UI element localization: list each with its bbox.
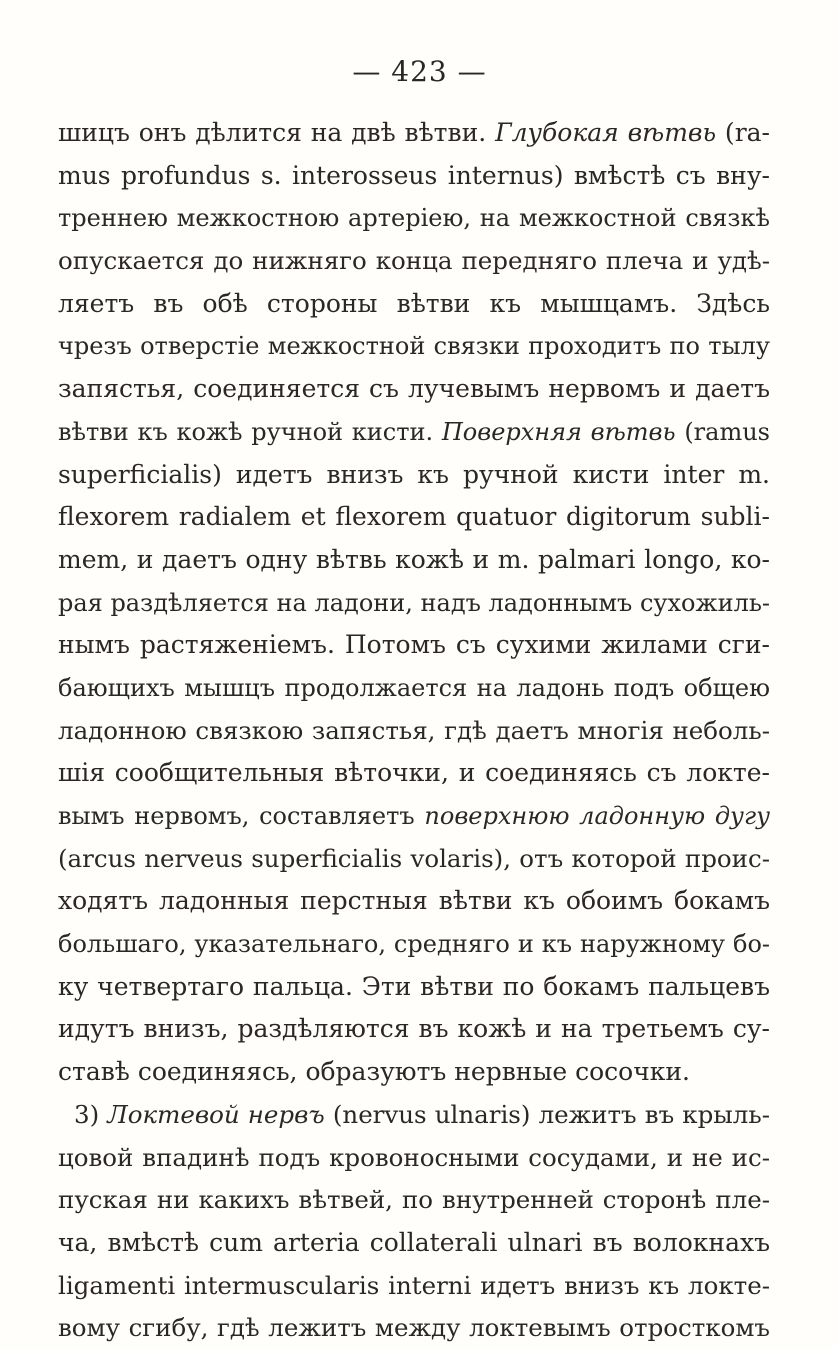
text-line — [58, 1051, 770, 1094]
line-text: mem, и даетъ одну вѣтвь кожѣ и m. palmari longo, ко- — [58, 544, 770, 574]
line-text: (arcus nerveus superficialis volaris), отъ которой проис- — [58, 843, 770, 873]
text-line — [58, 1094, 770, 1137]
line-text: ладонною связкою запястья, гдѣ даетъ многія неболь- — [58, 715, 770, 745]
text-line — [58, 325, 770, 368]
text-line — [58, 710, 770, 753]
text-line — [58, 1137, 770, 1180]
line-text: идутъ внизъ, раздѣляются въ кожѣ и на третьемъ су- — [58, 1014, 770, 1044]
text-line — [58, 411, 770, 454]
text-line — [58, 923, 770, 966]
line-text: вымъ нервомъ, составляетъ — [58, 802, 425, 830]
text-line — [58, 966, 770, 1009]
line-text: запястья, соединяется съ лучевымъ нервомъ и даетъ — [58, 374, 770, 404]
line-text: большаго, указательнаго, средняго и къ наружному бо- — [58, 930, 770, 959]
line-text: бающихъ мышцъ продолжается на ладонь подъ общею — [58, 673, 770, 702]
line-text: вому сгибу, гдѣ лежитъ между локтевымъ отросткомъ — [58, 1313, 770, 1343]
line-text: пуская ни какихъ вѣтвей, по внутренней сторонѣ пле- — [58, 1185, 770, 1215]
text-line — [58, 752, 770, 795]
line-text: вѣтви къ кожѣ ручной кисти. — [58, 417, 442, 446]
line-text: нымъ растяженіемъ. Потомъ съ сухими жилами сги- — [58, 630, 770, 660]
line-text: треннею межкостною артеріею, на межкостной связкѣ — [58, 204, 770, 233]
line-text-after: (nervus ulnaris) лежитъ въ крыль- — [324, 1099, 770, 1129]
text-line — [58, 795, 770, 838]
text-line — [58, 155, 770, 198]
text-line — [58, 496, 770, 539]
line-text: чрезъ отверстіе межкостной связки проходитъ по тылу — [58, 332, 770, 361]
text-line — [58, 283, 770, 326]
text-line — [58, 838, 770, 881]
line-text: шицъ онъ дѣлится на двѣ вѣтви. — [58, 118, 496, 147]
line-text-after: (ra- — [716, 118, 770, 147]
text-line — [58, 240, 770, 283]
text-line — [58, 368, 770, 411]
line-text: рая раздѣляется на ладони, надъ ладоннымъ сухожиль- — [58, 588, 770, 617]
line-text: ча, вмѣстѣ cum arteria collaterali ulnari въ волокнахъ — [58, 1227, 770, 1257]
text-line — [58, 1222, 770, 1265]
text-line — [58, 624, 770, 667]
line-text: цовой впадинѣ подъ кровоносными сосудами, и не ис- — [58, 1142, 770, 1172]
line-text: ставѣ соединяясь, образуютъ нервные сосочки. — [58, 1057, 690, 1087]
italic-term: поверхнюю ладонную дугу — [424, 802, 770, 830]
page-body — [58, 112, 770, 1350]
line-text: mus profundus s. interosseus internus) вмѣстѣ съ вну- — [58, 160, 770, 190]
line-text: ку четвертаго пальца. Эти вѣтви по бокамъ пальцевъ — [58, 971, 770, 1001]
text-line — [58, 1265, 770, 1308]
text-line — [58, 454, 770, 497]
line-text: flexorem radialem et flexorem quatuor digitorum subli- — [58, 502, 770, 532]
line-text: 3) — [74, 1099, 108, 1129]
line-text: ляетъ въ обѣ стороны вѣтви къ мышцамъ. Здѣсь — [58, 288, 770, 318]
text-line — [58, 539, 770, 582]
text-line — [58, 1307, 770, 1350]
line-text-after: (ramus — [675, 417, 770, 446]
text-line — [58, 112, 770, 155]
line-text: шія сообщительныя вѣточки, и соединяясь съ локте- — [58, 758, 770, 788]
line-text: superficialis) идетъ внизъ къ ручной кисти inter m. — [58, 459, 770, 489]
line-text: опускается до нижняго конца передняго плеча и удѣ- — [58, 246, 770, 276]
italic-term: Глубокая вѣтвь — [495, 118, 717, 147]
italic-term: Поверхняя вѣтвь — [441, 417, 676, 446]
text-line — [58, 1179, 770, 1222]
text-line — [58, 582, 770, 625]
text-line — [58, 197, 770, 240]
page-number: — 423 — — [352, 55, 487, 88]
text-line — [58, 880, 770, 923]
line-text: ходятъ ладонныя перстныя вѣтви къ обоимъ бокамъ — [58, 886, 770, 916]
italic-term: Локтевой нервъ — [107, 1099, 325, 1129]
text-line — [58, 1008, 770, 1051]
line-text: ligamenti intermuscularis interni идетъ внизъ къ локте- — [58, 1270, 770, 1300]
text-line — [58, 667, 770, 710]
